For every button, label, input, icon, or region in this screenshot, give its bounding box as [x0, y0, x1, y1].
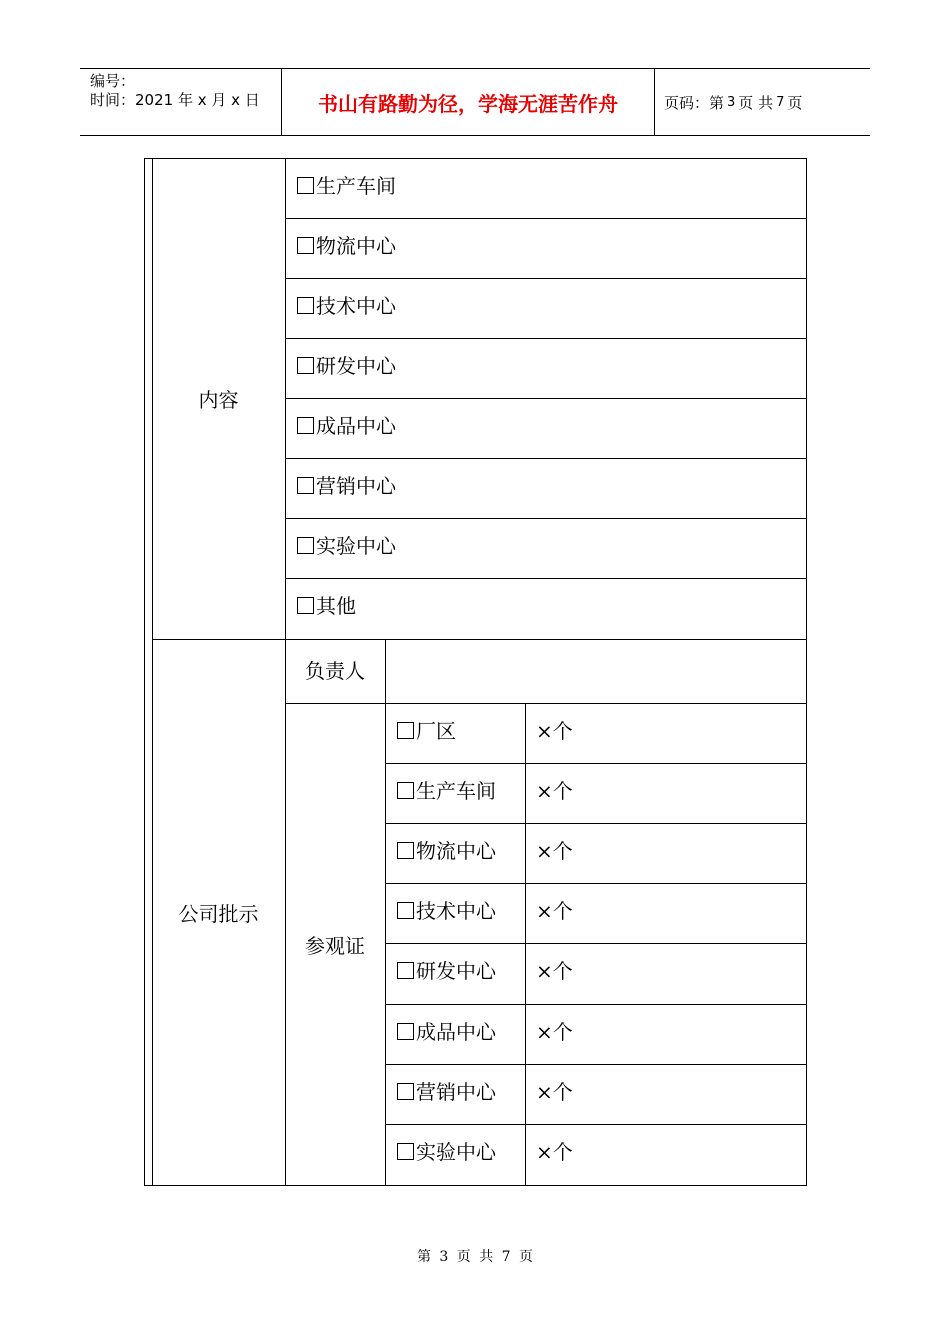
pass-area-option[interactable] [397, 1140, 496, 1164]
pass-count-column-divider [525, 703, 526, 1186]
responsible-label: 负责人 [305, 658, 365, 683]
page-mid: 页 共 [738, 93, 774, 112]
content-option-label: 生产车间 [316, 174, 396, 198]
content-option[interactable] [297, 294, 396, 318]
checkbox-icon[interactable] [297, 237, 314, 254]
content-option[interactable] [297, 174, 396, 198]
checkbox-icon[interactable] [297, 297, 314, 314]
pass-area-label: 物流中心 [416, 839, 496, 863]
pass-count[interactable]: ×个 [536, 1020, 573, 1044]
checkbox-icon[interactable] [297, 597, 314, 614]
pass-area-option[interactable] [397, 719, 456, 743]
checkbox-icon[interactable] [397, 1023, 414, 1040]
content-option[interactable] [297, 354, 396, 378]
page-current: 3 [727, 94, 736, 110]
content-option[interactable] [297, 534, 396, 558]
responsible-value[interactable] [386, 640, 806, 703]
content-option[interactable] [297, 474, 396, 498]
pass-row-divider [385, 823, 807, 824]
pass-area-label: 实验中心 [416, 1140, 496, 1164]
content-label: 内容 [198, 388, 239, 412]
content-option[interactable] [297, 594, 356, 618]
document-number-label: 编号： [90, 72, 136, 90]
checkbox-icon[interactable] [297, 417, 314, 434]
pass-area-option[interactable] [397, 779, 496, 803]
checkbox-icon[interactable] [397, 1143, 414, 1160]
pass-area-option[interactable] [397, 1020, 496, 1044]
checkbox-icon[interactable] [297, 477, 314, 494]
pass-row-divider [385, 1124, 807, 1125]
content-row-divider [285, 218, 807, 219]
pass-row-divider [385, 1064, 807, 1065]
checkbox-icon[interactable] [397, 962, 414, 979]
content-row-divider [285, 458, 807, 459]
pass-row-divider [385, 943, 807, 944]
checkbox-icon[interactable] [397, 842, 414, 859]
table-border-outer-left [144, 158, 145, 1186]
pass-area-option[interactable] [397, 959, 496, 983]
pass-row-divider [385, 1004, 807, 1005]
content-row-divider [285, 398, 807, 399]
pass-count[interactable]: ×个 [536, 959, 573, 983]
content-row-divider [285, 338, 807, 339]
pass-area-label: 研发中心 [416, 959, 496, 983]
pass-count[interactable]: ×个 [536, 839, 573, 863]
pass-count[interactable]: ×个 [536, 779, 573, 803]
pass-area-label: 技术中心 [416, 899, 496, 923]
pass-area-label: 成品中心 [416, 1020, 496, 1044]
content-option-label: 成品中心 [316, 414, 396, 438]
checkbox-icon[interactable] [397, 722, 414, 739]
content-row-divider [285, 518, 807, 519]
content-option[interactable] [297, 414, 396, 438]
pass-area-option[interactable] [397, 1080, 496, 1104]
content-option[interactable] [297, 234, 396, 258]
header-divider-right [654, 68, 655, 136]
content-option-label: 技术中心 [316, 294, 396, 318]
responsible-column-divider [385, 640, 386, 1186]
content-option-label: 研发中心 [316, 354, 396, 378]
pass-count[interactable]: ×个 [536, 719, 573, 743]
content-row-divider [285, 278, 807, 279]
pass-count[interactable]: ×个 [536, 899, 573, 923]
pass-area-label: 营销中心 [416, 1080, 496, 1104]
content-row-divider [285, 578, 807, 579]
header-motto: 书山有路勤为径，学海无涯苦作舟 [318, 91, 618, 116]
checkbox-icon[interactable] [397, 782, 414, 799]
table-border-right [806, 158, 807, 1186]
checkbox-icon[interactable] [397, 902, 414, 919]
page-suffix: 页 [787, 93, 803, 112]
content-option-label: 其他 [316, 594, 356, 618]
header-page-indicator [664, 68, 802, 136]
pass-count[interactable]: ×个 [536, 1080, 573, 1104]
checkbox-icon[interactable] [297, 357, 314, 374]
checkbox-icon[interactable] [297, 177, 314, 194]
page-footer: 第 3 页 共 7 页 [416, 1249, 534, 1265]
pass-row-divider [385, 763, 807, 764]
table-border-bottom [144, 1185, 807, 1186]
pass-area-option[interactable] [397, 839, 496, 863]
document-date: 时间：2021 年 x 月 x 日 [90, 91, 260, 109]
checkbox-icon[interactable] [297, 537, 314, 554]
pass-label: 参观证 [305, 934, 365, 958]
pass-count[interactable]: ×个 [536, 1140, 573, 1164]
pass-row-divider [385, 883, 807, 884]
page-prefix: 页码：第 [664, 93, 725, 112]
content-option-label: 物流中心 [316, 234, 396, 258]
pass-area-option[interactable] [397, 899, 496, 923]
content-option-label: 实验中心 [316, 534, 396, 558]
pass-area-label: 厂区 [416, 719, 456, 743]
pass-area-label: 生产车间 [416, 779, 496, 803]
page-total: 7 [776, 94, 785, 110]
content-option-label: 营销中心 [316, 474, 396, 498]
checkbox-icon[interactable] [397, 1083, 414, 1100]
approval-label: 公司批示 [178, 902, 259, 926]
